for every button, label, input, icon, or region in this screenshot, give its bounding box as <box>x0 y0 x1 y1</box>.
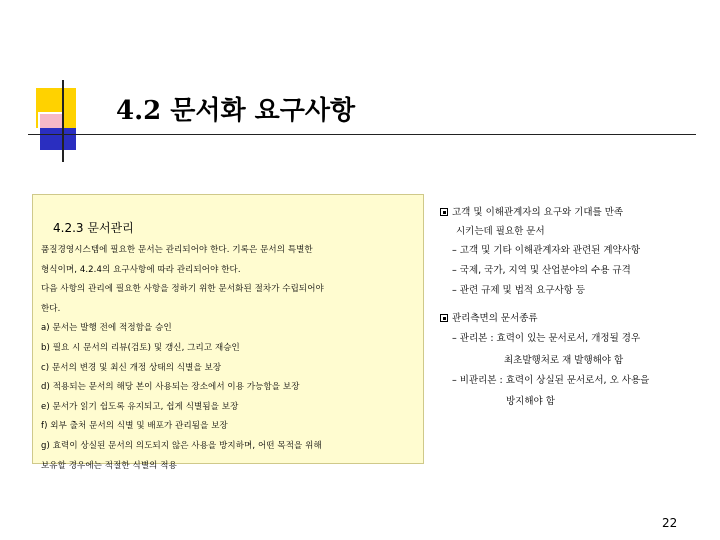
box-line: 다음 사항의 관리에 필요한 사항을 정하기 위한 문서화된 절차가 수립되어야 <box>41 284 324 295</box>
box-line: b) 필요 시 문서의 리뷰(검토) 및 갱신, 그리고 재승인 <box>41 342 240 353</box>
bullet-text-continued: 시키는데 필요한 문서 <box>456 226 545 237</box>
title-underline <box>28 134 696 135</box>
box-line: 한다. <box>41 303 61 314</box>
sub-item: – 관리본 : 효력이 있는 문서로서, 개정될 경우 <box>452 333 641 344</box>
sub-item: – 비관리본 : 효력이 상실된 문서로서, 오 사용을 <box>452 375 650 386</box>
title-decoration-blue <box>40 128 76 150</box>
bullet-text: 관리측면의 문서종류 <box>452 313 538 324</box>
bullet-document-types <box>440 310 538 324</box>
sub-item-continued: 방지해야 함 <box>506 396 555 407</box>
sub-item-continued: 최초발행처로 재 발행해야 함 <box>504 355 624 366</box>
sub-item: – 관련 규제 및 법적 요구사항 등 <box>452 285 585 296</box>
page-number: 22 <box>662 516 678 530</box>
box-line: 형식이며, 4.2.4의 요구사항에 따라 관리되어야 한다. <box>41 264 241 275</box>
sub-item: – 고객 및 기타 이해관계자와 관련된 계약사항 <box>452 245 641 256</box>
square-bullet-icon <box>440 208 448 216</box>
title-decoration-vertical-line <box>62 80 64 162</box>
bullet-customer-documents <box>440 204 623 218</box>
document-control-box <box>32 194 424 471</box>
box-line: 보유할 경우에는 적절한 식별의 적용 <box>41 460 177 471</box>
box-line: g) 효력이 상실된 문서의 의도되지 않은 사용을 방지하며, 어떤 목적을 위해 <box>41 440 322 451</box>
box-line: c) 문서의 변경 및 최신 개정 상태의 식별을 보장 <box>41 362 222 373</box>
box-line: f) 외부 출처 문서의 식별 및 배포가 관리됨을 보장 <box>41 421 228 432</box>
box-line: 품질경영시스템에 필요한 문서는 관리되어야 한다. 기록은 문서의 특별한 <box>41 245 313 255</box>
box-line: e) 문서가 읽기 쉽도록 유지되고, 쉽게 식별됨을 보장 <box>41 401 239 412</box>
square-bullet-icon <box>440 314 448 322</box>
bullet-text: 고객 및 이해관계자의 요구와 기대를 만족 <box>452 207 624 218</box>
sub-item: – 국제, 국가, 지역 및 산업분야의 수용 규격 <box>452 265 631 276</box>
box-text <box>41 241 421 476</box>
box-line: a) 문서는 발행 전에 적정함을 승인 <box>41 323 172 334</box>
box-heading: 4.2.3 문서관리 <box>53 221 134 235</box>
box-line: d) 적용되는 문서의 해당 본이 사용되는 장소에서 이용 가능함을 보장 <box>41 382 300 393</box>
slide-title: 4.2 문서화 요구사항 <box>116 96 356 126</box>
